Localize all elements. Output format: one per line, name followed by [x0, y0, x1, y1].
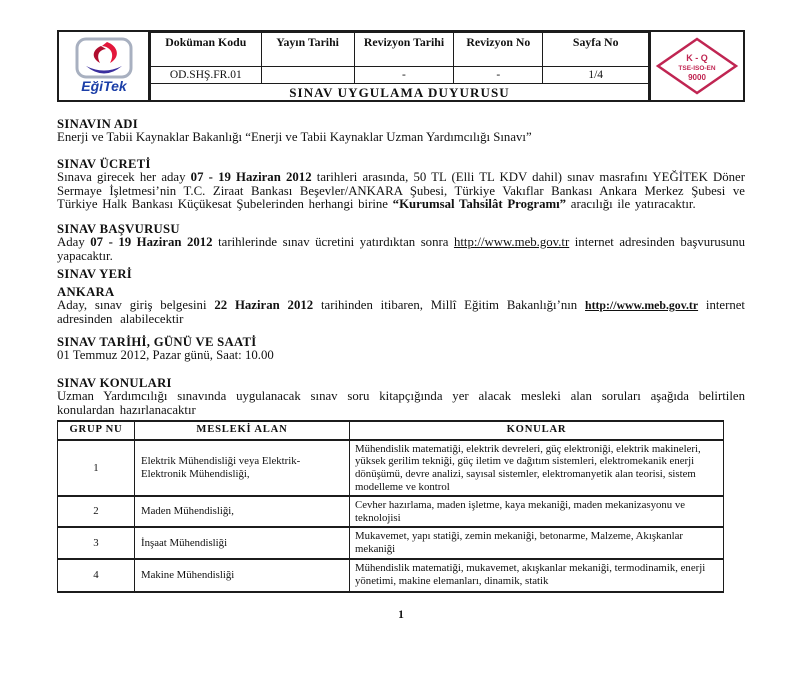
- subjects-header-row: [58, 421, 724, 440]
- heading-sinavin-adi: SINAVIN ADI: [57, 117, 138, 131]
- tse-iso-badge: [649, 32, 743, 100]
- date-bold: 22 Haziran 2012: [214, 297, 314, 312]
- exam-date-line: 01 Temmuz 2012, Pazar günü, Saat: 10.00: [57, 348, 274, 363]
- subheading-ankara: ANKARA: [57, 284, 115, 299]
- table-row: [58, 559, 724, 592]
- field-cell: İnşaat Mühendisliği: [135, 527, 350, 558]
- heading-sinav-yeri: SINAV YERİ: [57, 266, 133, 281]
- meta-col-dokuman-kodu: Doküman Kodu: [151, 33, 262, 67]
- text-run: Sınava girecek her aday: [57, 169, 191, 184]
- topics-cell: Cevher hazırlama, maden işletme, kaya mekaniği, maden mekanizasyonu ve teknolojisi: [350, 496, 724, 527]
- col-header-grup-nu: GRUP NU: [58, 421, 135, 440]
- revizyon-no-value: -: [454, 67, 543, 84]
- text-run: aracılığı ile yatıracaktır.: [566, 197, 696, 212]
- subjects-intro-paragraph: Uzman Yardımcılığı sınavında uygulanacak sınav soru kitapçığında yer alacak mesleki alan soruları aşağıda belirtilen konulardan hazırlanacaktır: [57, 389, 745, 417]
- doc-code-value: OD.SHŞ.FR.01: [151, 67, 262, 84]
- page-number: 1: [398, 608, 404, 621]
- group-cell: 4: [58, 559, 135, 592]
- field-cell: Maden Mühendisliği,: [135, 496, 350, 527]
- text-run: tarihinden itibaren, Millî Eğitim Bakanlığı’nın: [313, 297, 586, 312]
- revizyon-tarihi-value: -: [354, 67, 454, 84]
- group-cell: 3: [58, 527, 135, 558]
- yayin-tarihi-value: [261, 67, 354, 84]
- program-name-bold: “Kurumsal Tahsilât Programı”: [392, 197, 567, 212]
- group-cell: 2: [58, 496, 135, 527]
- document-meta-table: [150, 32, 649, 102]
- application-paragraph: [57, 236, 745, 264]
- col-header-mesleki-alan: MESLEKİ ALAN: [135, 421, 350, 440]
- topics-cell: Mühendislik matematiği, mukavemet, akışkanlar mekaniği, termodinamik, enerji yönetimi, makine elemanları, dinamik, statik: [350, 559, 724, 592]
- heading-sinav-konulari: SINAV KONULARI: [57, 376, 172, 391]
- document-title: SINAV UYGULAMA DUYURUSU: [151, 84, 649, 103]
- date-range-bold: 07 - 19 Haziran 2012: [90, 235, 213, 250]
- table-row: [58, 496, 724, 527]
- exam-place-paragraph: [57, 299, 745, 327]
- text-run: internet adresinden başvurusunu yapacaktır.: [57, 235, 746, 263]
- field-cell: Makine Mühendisliği: [135, 559, 350, 592]
- tse-diamond-icon: [654, 36, 740, 96]
- meta-col-revizyon-no: Revizyon No: [454, 33, 543, 67]
- meta-col-revizyon-tarihi: Revizyon Tarihi: [354, 33, 454, 67]
- text-run: Aday: [57, 235, 91, 250]
- col-header-konular: KONULAR: [350, 421, 724, 440]
- exam-name-paragraph: Enerji ve Tabii Kaynaklar Bakanlığı “Enerji ve Tabii Kaynaklar Uzman Yardımcılığı Sınavı”: [57, 130, 532, 144]
- topics-cell: Mukavemet, yapı statiği, zemin mekaniği, betonarme, Malzeme, Akışkanlar mekaniği: [350, 527, 724, 558]
- badge-line-9000: 9000: [688, 73, 706, 82]
- field-cell: Elektrik Mühendisliği veya Elektrik-Elektronik Mühendisliği,: [135, 440, 350, 496]
- meb-link[interactable]: http://www.meb.gov.tr: [585, 297, 699, 312]
- badge-line-tse: TSE-ISO-EN: [678, 65, 716, 72]
- table-row: [58, 527, 724, 558]
- meta-col-yayin-tarihi: Yayın Tarihi: [261, 33, 354, 67]
- egitek-logo-graphic: [64, 37, 144, 95]
- document-header-table: [57, 30, 745, 102]
- logo-wordmark: EğiTek: [80, 78, 127, 94]
- heading-sinav-ucreti: SINAV ÜCRETİ: [57, 156, 151, 171]
- date-range-bold: 07 - 19 Haziran 2012: [190, 169, 312, 184]
- text-run: internet adresinden alabilecektir: [57, 297, 745, 326]
- meta-col-sayfa-no: Sayfa No: [543, 33, 649, 67]
- table-row: [58, 440, 724, 496]
- text-run: Aday, sınav giriş belgesini: [57, 297, 215, 312]
- subjects-table: [57, 420, 724, 593]
- exam-fee-paragraph: [57, 171, 745, 212]
- sayfa-no-value: 1/4: [543, 67, 649, 84]
- heading-sinav-basvurusu: SINAV BAŞVURUSU: [57, 222, 180, 237]
- text-run: tarihlerinde sınav ücretini yatırdıktan sonra: [212, 235, 454, 250]
- badge-line-kq: K - Q: [686, 53, 708, 63]
- heading-sinav-tarihi: SINAV TARİHİ, GÜNÜ VE SAATİ: [57, 335, 257, 350]
- group-cell: 1: [58, 440, 135, 496]
- meb-link[interactable]: http://www.meb.gov.tr: [453, 235, 570, 250]
- text-run: tarihleri arasında, 50 TL (Elli TL KDV dahil) sınav masrafını YEĞİTEK Döner Sermaye İşletmesi’nin T.C. Ziraat Bankası Beşevler/ANKARA Şubesi, Türkiye Vakıflar Bankası Ankara Merkez Şubesi ve Türkiye Halk Bankası Küçükesat Şubelerinden herhangi birine: [57, 169, 745, 212]
- topics-cell: Mühendislik matematiği, elektrik devreleri, güç elektroniği, elektrik makineleri, yüksek gerilim tekniği, güç iletim ve dağıtım sistemleri, elektromekanik enerji dönüşümü, devre analizi, sayısal sistemler, elektromanyetik alan teorisi, sistem modelleme ve kontrol: [350, 440, 724, 496]
- egitek-logo: [59, 32, 150, 100]
